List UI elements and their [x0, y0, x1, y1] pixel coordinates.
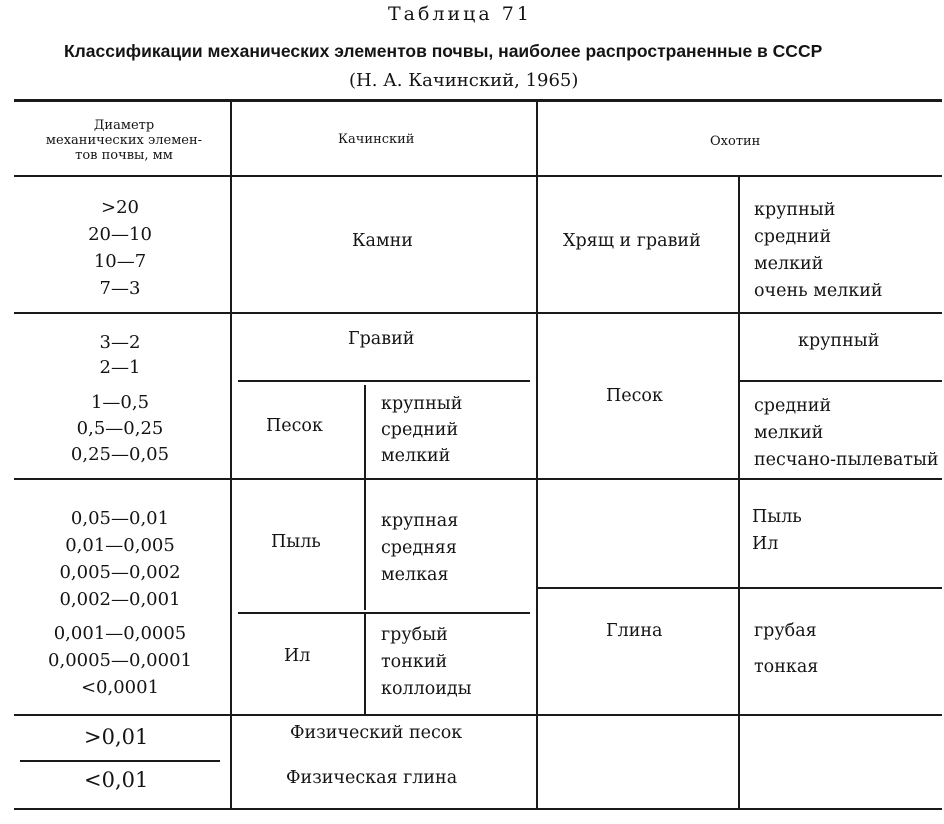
- okhotin-gravel-main: Хрящ и гравий: [563, 231, 701, 251]
- kachinsky-silt-sub: грубый тонкий коллоиды: [381, 625, 472, 699]
- okhotin-dust-clay-rule: [538, 587, 942, 589]
- okhotin-sand-sub: средний мелкий песчано-пылеватый: [754, 396, 939, 470]
- kachinsky-dust: Пыль: [271, 532, 321, 552]
- table-number: Таблица 71: [388, 3, 532, 25]
- okhotin-dust: Пыль: [752, 507, 802, 527]
- g2-diameters-bottom: 1—0,5 0,5—0,25 0,25—0,05: [70, 392, 170, 465]
- g1-diameters: >20 20—10 10—7 7—3: [88, 197, 152, 299]
- okhotin-sand-coarse: крупный: [798, 331, 880, 351]
- physical-diam-rule: [20, 760, 220, 762]
- silt-sub-divider: [364, 614, 366, 714]
- okhotin-silt: Ил: [752, 534, 779, 554]
- g3-diameters-silt: 0,001—0,0005 0,0005—0,0001 <0,0001: [48, 623, 192, 698]
- kachinsky-stones: Камни: [352, 231, 413, 251]
- group2-rule: [14, 478, 942, 480]
- col1-divider: [230, 101, 232, 809]
- header-rule: [14, 175, 942, 177]
- kachinsky-header: Качинский: [338, 132, 415, 147]
- okhotin-header: Охотин: [710, 134, 761, 149]
- diam-physical-sand: >0,01: [84, 725, 149, 749]
- table-bottom-rule: [14, 808, 942, 810]
- table-author: (Н. А. Качинский, 1965): [349, 70, 579, 91]
- gravel-sand-rule: [238, 380, 530, 382]
- diam-physical-clay: <0,01: [84, 768, 149, 792]
- okhotin-sub-divider: [738, 177, 740, 809]
- physical-sand: Физический песок: [290, 723, 463, 743]
- kachinsky-gravel: Гравий: [348, 329, 415, 349]
- okhotin-sand-main: Песок: [606, 386, 663, 406]
- kachinsky-dust-sub: крупная средняя мелкая: [381, 511, 459, 585]
- okhotin-gravel-sub: крупный средний мелкий очень мелкий: [754, 200, 883, 301]
- okhotin-clay-sub: грубая тонкая: [754, 621, 819, 677]
- col2-divider: [536, 101, 538, 809]
- kachinsky-silt: Ил: [284, 646, 311, 666]
- diameter-header: Диаметр механических элемен- тов почвы, мм: [45, 118, 203, 163]
- g3-diameters-dust: 0,05—0,01 0,01—0,005 0,005—0,002 0,002—0,001: [59, 508, 181, 610]
- table-title: Классификации механических элементов почвы, наиболее распространенные в СССР: [64, 41, 823, 61]
- kachinsky-sand: Песок: [266, 416, 323, 436]
- dust-sub-divider: [364, 480, 366, 610]
- dust-silt-rule: [238, 612, 530, 614]
- physical-clay: Физическая глина: [286, 768, 458, 788]
- group3-rule: [14, 714, 942, 716]
- okhotin-coarse-sand-rule: [740, 380, 942, 382]
- g2-diameters-top: 3—2 2—1: [99, 332, 141, 378]
- kachinsky-sand-sub: крупный средний мелкий: [381, 394, 463, 466]
- group1-rule: [14, 312, 942, 314]
- okhotin-clay: Глина: [606, 621, 663, 641]
- sand-sub-divider: [364, 385, 366, 478]
- table-top-rule: [14, 99, 942, 102]
